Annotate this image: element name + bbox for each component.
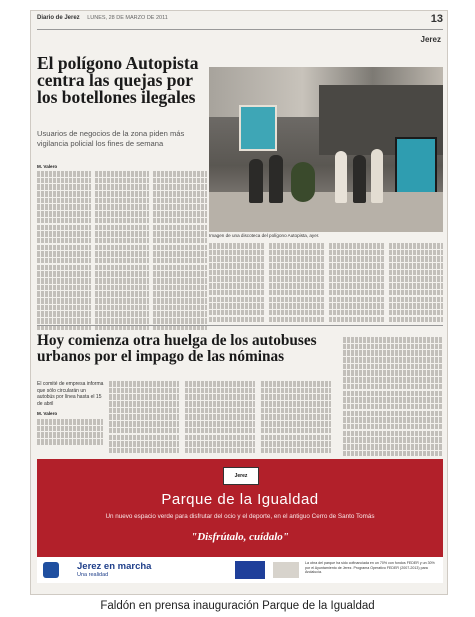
article2-byline: M. Valero (37, 411, 58, 416)
issue-date: LUNES, 28 DE MARZO DE 2011 (87, 15, 168, 21)
eu-flag-icon (235, 561, 265, 579)
article2-column (261, 381, 331, 455)
article1-column (329, 243, 385, 323)
article2-column (185, 381, 255, 455)
junta-logo-icon (273, 562, 299, 578)
article1-byline: M. Valero (37, 164, 58, 169)
city-logo: Jerez (223, 467, 259, 485)
photo-ground (209, 192, 443, 232)
article1-column (37, 171, 91, 332)
paper-name: Diario de Jerez (37, 15, 80, 21)
city-council-icon (43, 562, 59, 578)
article2-column (343, 337, 443, 457)
ad-footer (37, 557, 443, 583)
newspaper-page (30, 10, 448, 595)
image-caption: Faldón en prensa inauguración Parque de la Igualdad (100, 600, 375, 612)
article1-column (153, 171, 207, 332)
article1-headline: El polígono Autopista centra las quejas por los botellones ilegales (37, 53, 199, 107)
article1-column (389, 243, 443, 323)
article1-column (95, 171, 149, 332)
jerez-en-marcha-brand: Jerez en marcha Una realidad (77, 561, 152, 578)
ad-title: Parque de la Igualdad (161, 491, 319, 508)
article1-subhead: Usuarios de negocios de la zona piden más vigilancia policial los fines de semana (37, 129, 185, 148)
ad-tagline: Un nuevo espacio verde para disfrutar del ocio y el deporte, en el antiguo Cerro de Santo Tomás (105, 513, 375, 520)
section-label: Jerez (420, 35, 441, 44)
photo-person (269, 155, 283, 203)
photo-person (371, 149, 383, 203)
photo-person (353, 155, 366, 203)
ad-slogan: "Disfrútalo, cuídalo" (191, 531, 289, 543)
article2-lead: El comité de empresa informa que sólo circularán un autobús por línea hasta el 15 de abril (37, 381, 104, 407)
photo-poster (239, 105, 277, 151)
section-divider (37, 325, 443, 326)
photo-caption: Imagen de una discoteca del polígono Autopista, ayer. (209, 233, 320, 238)
photo-person (249, 159, 263, 203)
funding-note: La obra del parque ha sido cofinanciada en un 70% con fondos FEDER y un 30% por el Ayuntamiento de Jerez. Programa Operativo FEDER (2007-2013) para Andalucía. (305, 561, 435, 575)
article1-photo (209, 67, 443, 232)
photo-plant (291, 162, 315, 202)
page-number: 13 (430, 13, 443, 25)
article2-headline: Hoy comienza otra huelga de los autobuses urbanos por el impago de las nóminas (37, 332, 317, 365)
article2-column (109, 381, 179, 455)
park-advertisement (37, 459, 443, 583)
article1-column (269, 243, 325, 323)
article2-column (37, 419, 103, 446)
photo-person (335, 151, 347, 203)
masthead (37, 15, 443, 30)
article1-column (209, 243, 265, 323)
